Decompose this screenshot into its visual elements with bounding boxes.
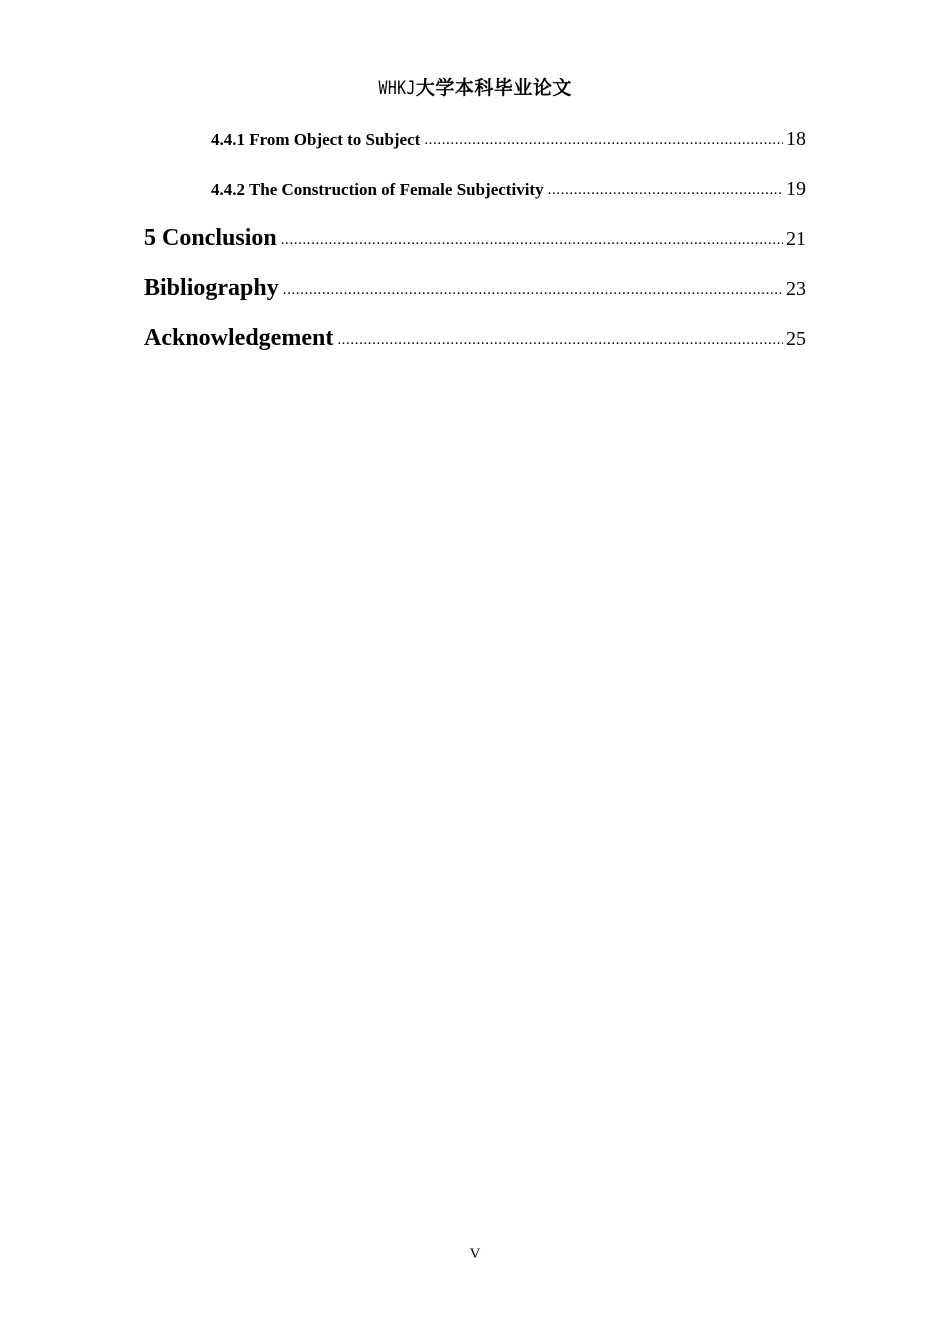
toc-entry-acknowledgement[interactable] — [144, 325, 806, 352]
toc-entry-page: 18 — [786, 128, 806, 150]
running-header — [0, 74, 950, 101]
toc-entry-label: 4.4.1 From Object to Subject — [211, 130, 421, 149]
header-prefix: WHKJ — [378, 77, 416, 99]
toc-entry-page: 19 — [786, 178, 806, 200]
toc-entry-label: Bibliography — [144, 275, 279, 301]
toc-entry-page: 25 — [786, 328, 806, 350]
toc-entry-4-4-1[interactable] — [211, 128, 806, 151]
toc-leader-dots — [337, 332, 783, 349]
toc-entry-label: Acknowledgement — [144, 325, 334, 351]
toc-entry-page: 23 — [786, 278, 806, 300]
page-number: V — [469, 1246, 481, 1262]
toc-entry-bibliography[interactable] — [144, 275, 806, 302]
toc-leader-dots — [283, 282, 783, 299]
header-title: 大学本科毕业论文 — [415, 77, 572, 99]
toc-entry-page: 21 — [786, 228, 806, 250]
toc-entry-label: 5 Conclusion — [144, 225, 277, 251]
toc-leader-dots — [548, 182, 783, 199]
toc-entry-4-4-2[interactable] — [211, 178, 806, 201]
toc-entry-conclusion[interactable] — [144, 225, 806, 252]
toc-leader-dots — [281, 232, 783, 249]
toc-leader-dots — [424, 132, 783, 149]
toc-entry-label: 4.4.2 The Construction of Female Subjectivity — [211, 180, 544, 199]
